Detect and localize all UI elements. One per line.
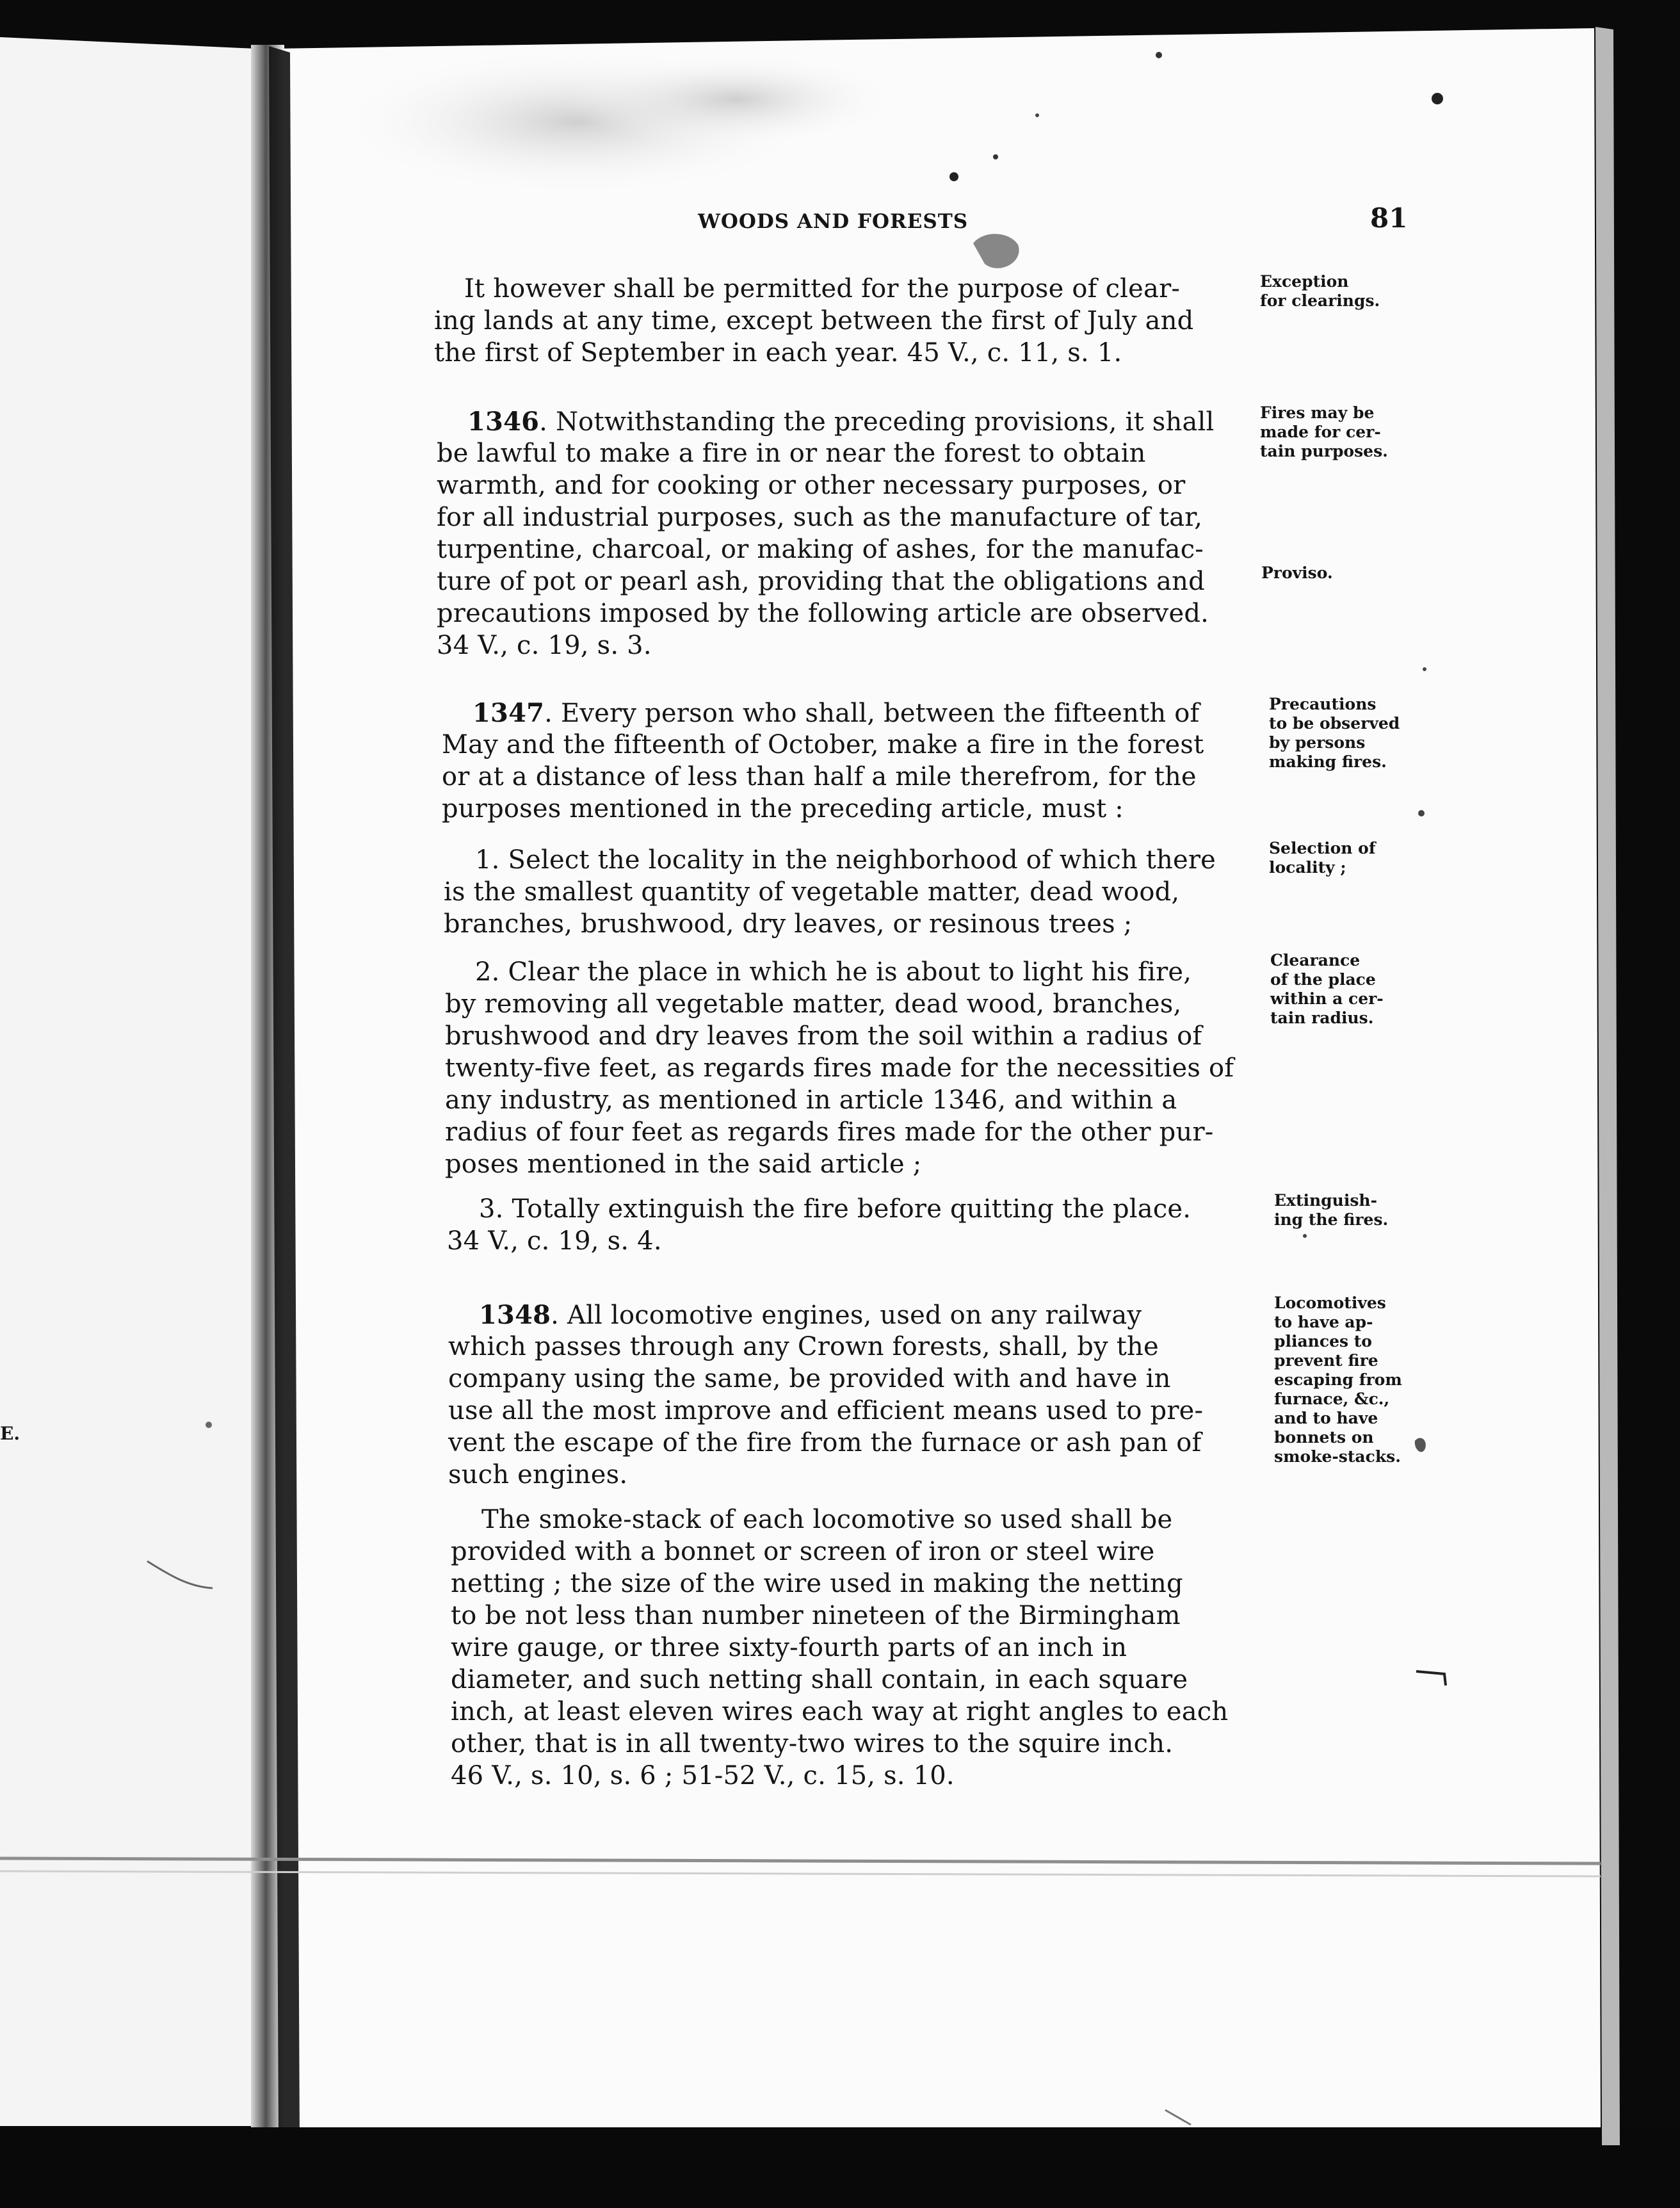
margin-note-line: Proviso.	[1261, 564, 1333, 582]
body-line: 46 V., s. 10, s. 6 ; 51-52 V., c. 15, s. 10.	[451, 1761, 955, 1790]
body-line: by removing all vegetable matter, dead wood, branches,	[445, 989, 1182, 1019]
body-line: to be not less than number nineteen of the Birmingham	[451, 1601, 1181, 1630]
body-line: the first of September in each year. 45 V., c. 11, s. 1.	[434, 338, 1122, 368]
body-line: other, that is in all twenty-two wires to the squire inch.	[451, 1729, 1174, 1758]
section-number: 1346	[467, 407, 540, 437]
section-number: 1347	[472, 698, 545, 728]
body-line: 3. Totally extinguish the fire before quitting the place.	[479, 1194, 1191, 1224]
running-header: WOODS AND FORESTS	[698, 210, 969, 233]
margin-note-line: Fires may be	[1260, 403, 1375, 422]
margin-note-line: locality ;	[1269, 858, 1346, 877]
section-1347-first-line	[472, 698, 1200, 728]
body-line: diameter, and such netting shall contain, in each square	[451, 1665, 1188, 1694]
body-line: such engines.	[448, 1460, 628, 1490]
body-line: ture of pot or pearl ash, providing that the obligations and	[437, 567, 1205, 596]
section-text: . Notwithstanding the preceding provisions, it shall	[539, 407, 1215, 437]
margin-note-line: bonnets on	[1274, 1428, 1374, 1447]
section-1346-first-line	[467, 407, 1215, 437]
body-line: brushwood and dry leaves from the soil within a radius of	[445, 1021, 1202, 1051]
margin-note-line: furnace, &c.,	[1274, 1390, 1390, 1408]
body-line: twenty-five feet, as regards fires made for the necessities of	[445, 1053, 1234, 1083]
body-line: purposes mentioned in the preceding article, must :	[442, 794, 1124, 824]
body-line: 34 V., c. 19, s. 3.	[437, 631, 652, 660]
margin-note-line: Precautions	[1269, 695, 1377, 713]
section-1348-first-line	[479, 1300, 1142, 1330]
body-line: netting ; the size of the wire used in making the netting	[451, 1569, 1183, 1598]
margin-note-line: and to have	[1274, 1409, 1378, 1427]
body-line: The smoke-stack of each locomotive so used shall be	[481, 1505, 1173, 1534]
body-line: be lawful to make a fire in or near the forest to obtain	[437, 439, 1146, 468]
margin-note-line: Exception	[1260, 272, 1349, 291]
margin-note-line: pliances to	[1274, 1332, 1372, 1351]
page-number: 81	[1370, 202, 1408, 234]
margin-note-line: within a cer-	[1270, 989, 1384, 1008]
body-line: any industry, as mentioned in article 1346, and within a	[445, 1085, 1177, 1115]
body-line: ing lands at any time, except between the first of July and	[434, 306, 1194, 336]
body-line: wire gauge, or three sixty-fourth parts of an inch in	[451, 1633, 1127, 1662]
section-text: . Every person who shall, between the fifteenth of	[544, 699, 1200, 728]
section-text: . All locomotive engines, used on any railway	[551, 1301, 1142, 1330]
section-number: 1348	[479, 1300, 551, 1330]
margin-note-line: making fires.	[1269, 752, 1387, 771]
body-line: 1. Select the locality in the neighborhood of which there	[475, 845, 1216, 875]
margin-note-line: Clearance	[1270, 951, 1361, 970]
body-line: company using the same, be provided with and have in	[448, 1364, 1171, 1393]
left-page-label: E.	[0, 1423, 20, 1444]
body-line: poses mentioned in the said article ;	[445, 1149, 922, 1179]
body-line: use all the most improve and efficient means used to pre-	[448, 1396, 1204, 1425]
body-line: or at a distance of less than half a mile therefrom, for the	[442, 762, 1197, 791]
body-line: 34 V., c. 19, s. 4.	[447, 1226, 662, 1256]
body-line: May and the fifteenth of October, make a fire in the forest	[442, 730, 1204, 759]
margin-note-line: escaping from	[1274, 1370, 1402, 1389]
margin-note-line: made for cer-	[1260, 423, 1381, 441]
body-line: 2. Clear the place in which he is about to light his fire,	[475, 957, 1192, 987]
margin-note-line: Selection of	[1269, 839, 1376, 857]
body-line: for all industrial purposes, such as the manufacture of tar,	[437, 503, 1203, 532]
body-line: radius of four feet as regards fires made for the other pur-	[445, 1117, 1214, 1147]
body-line: which passes through any Crown forests, shall, by the	[448, 1332, 1159, 1361]
margin-note-line: Extinguish-	[1274, 1191, 1377, 1210]
body-line: branches, brushwood, dry leaves, or resinous trees ;	[444, 909, 1133, 939]
margin-note-line: to have ap-	[1274, 1313, 1373, 1331]
body-line: provided with a bonnet or screen of iron or steel wire	[451, 1537, 1155, 1566]
margin-note-line: to be observed	[1269, 714, 1400, 733]
body-line: inch, at least eleven wires each way at right angles to each	[451, 1697, 1229, 1726]
body-line: precautions imposed by the following article are observed.	[437, 599, 1209, 628]
body-line: vent the escape of the fire from the furnace or ash pan of	[448, 1428, 1202, 1457]
body-line: It however shall be permitted for the purpose of clear-	[464, 274, 1181, 304]
margin-note-line: smoke-stacks.	[1274, 1447, 1401, 1466]
margin-note-line: tain purposes.	[1260, 442, 1388, 460]
margin-note-line: prevent fire	[1274, 1351, 1378, 1370]
margin-note-line: Locomotives	[1274, 1294, 1386, 1312]
margin-note-line: of the place	[1270, 970, 1376, 989]
body-line: is the smallest quantity of vegetable matter, dead wood,	[444, 877, 1180, 907]
margin-note-line: ing the fires.	[1274, 1210, 1389, 1229]
margin-note-line: tain radius.	[1270, 1009, 1374, 1027]
body-line: turpentine, charcoal, or making of ashes, for the manufac-	[437, 535, 1204, 564]
margin-note-line: for clearings.	[1260, 291, 1380, 310]
body-line: warmth, and for cooking or other necessary purposes, or	[437, 471, 1186, 500]
margin-note-line: by persons	[1269, 733, 1366, 752]
